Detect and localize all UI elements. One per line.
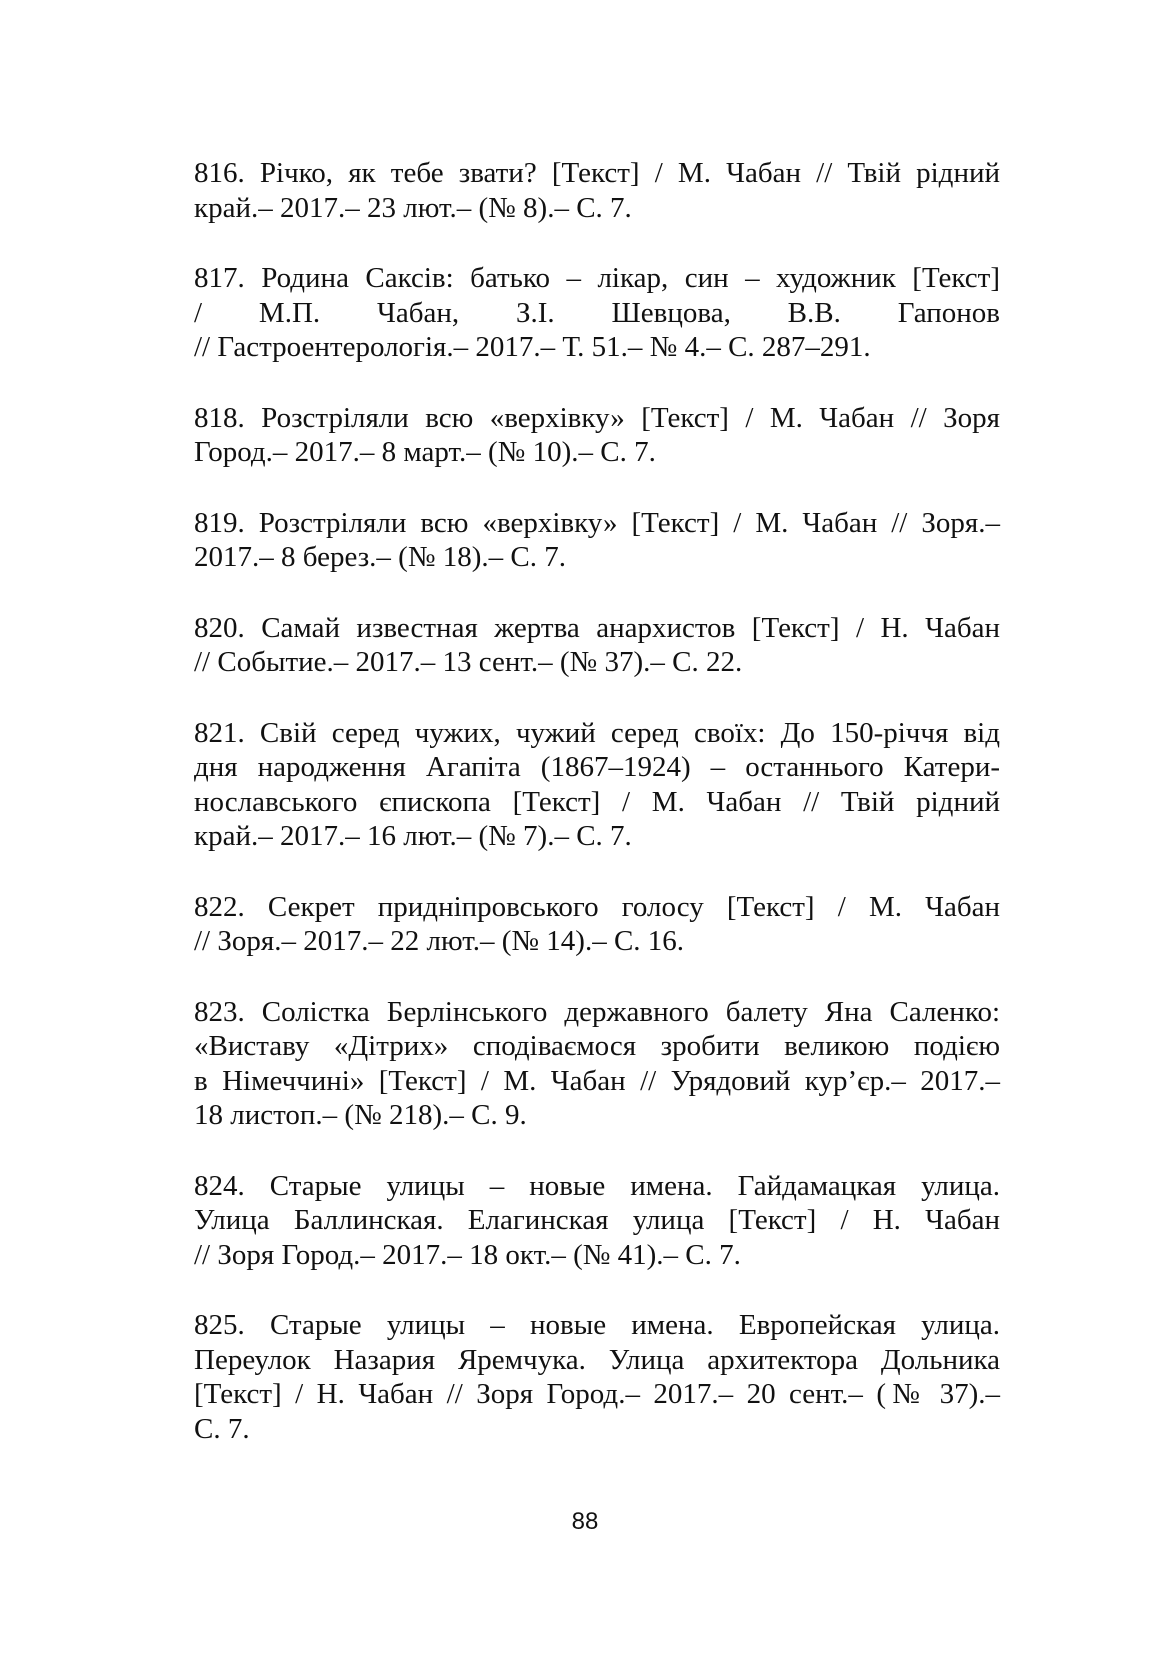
entry-line: 823. Солістка Берлінського державного балету Яна Саленко: <box>194 995 1000 1028</box>
entry-line: 822. Секрет придніпровського голосу [Текст] / М. Чабан <box>194 890 1000 923</box>
entry-line: край.– 2017.– 23 лют.– (№ 8).– С. 7. <box>194 191 632 224</box>
entry-line: 818. Розстріляли всю «верхівку» [Текст] / М. Чабан // Зоря <box>194 401 1000 434</box>
entry-line: // Зоря.– 2017.– 22 лют.– (№ 14).– С. 16. <box>194 925 685 957</box>
entry-line: Переулок Назария Яремчука. Улица архитектора Дольника <box>194 1343 1000 1376</box>
entry-line: // Зоря Город.– 2017.– 18 окт.– (№ 41).– С. 7. <box>194 1238 741 1271</box>
entry-819 <box>194 506 1000 575</box>
entry-line: 824. Старые улицы – новые имена. Гайдамацкая улица. <box>194 1169 1000 1202</box>
entry-line: // Событие.– 2017.– 13 сент.– (№ 37).– С. 22. <box>194 646 743 678</box>
entry-line: [Текст] / Н. Чабан // Зоря Город.– 2017.– 20 сент.– (№ 37).– <box>194 1378 1000 1410</box>
entry-825 <box>194 1308 1000 1446</box>
entry-line: «Виставу «Дітрих» сподіваємося зробити великою подією <box>194 1030 1000 1062</box>
entry-822 <box>194 890 1000 959</box>
entry-line: 817. Родина Саксів: батько – лікар, син – художник [Текст] <box>194 262 1000 294</box>
entry-823 <box>194 995 1000 1133</box>
entry-line: Улица Баллинская. Елагинская улица [Текст] / Н. Чабан <box>194 1204 1000 1236</box>
entry-line: С. 7. <box>194 1412 250 1445</box>
entry-824 <box>194 1169 1000 1273</box>
entry-line: в Німеччині» [Текст] / М. Чабан // Урядовий кур’єр.– 2017.– <box>194 1064 1000 1097</box>
entry-818 <box>194 401 1000 470</box>
entry-821 <box>194 716 1000 854</box>
entry-line: 821. Свій серед чужих, чужий серед своїх: До 150-річчя від <box>194 716 1000 749</box>
entry-line: 819. Розстріляли всю «верхівку» [Текст] / М. Чабан // Зоря.– <box>194 506 1000 539</box>
entry-line: // Гастроентерологія.– 2017.– Т. 51.– № 4.– С. 287–291. <box>194 331 871 363</box>
entry-line: 820. Самай известная жертва анархистов [Текст] / Н. Чабан <box>194 611 1000 644</box>
entry-line: Город.– 2017.– 8 март.– (№ 10).– С. 7. <box>194 436 656 468</box>
entry-line: 816. Річко, як тебе звати? [Текст] / М. Чабан // Твій рідний <box>194 157 1000 189</box>
entry-line: 825. Старые улицы – новые имена. Европейская улица. <box>194 1309 1000 1341</box>
entry-820 <box>194 611 1000 680</box>
page-number: 88 <box>571 1508 599 1535</box>
entry-line: край.– 2017.– 16 лют.– (№ 7).– С. 7. <box>194 820 632 852</box>
entry-817 <box>194 261 1000 365</box>
entry-line: дня народження Агапіта (1867–1924) – останнього Катери- <box>194 751 1000 783</box>
bibliography-page <box>194 156 1000 1482</box>
entry-line: нославського єпископа [Текст] / М. Чабан // Твій рідний <box>194 785 1000 818</box>
entry-line: 2017.– 8 берез.– (№ 18).– С. 7. <box>194 541 567 573</box>
entry-816 <box>194 156 1000 225</box>
entry-line: 18 листоп.– (№ 218).– С. 9. <box>194 1099 527 1131</box>
entry-line: / М.П. Чабан, З.І. Шевцова, В.В. Гапонов <box>194 296 1000 329</box>
